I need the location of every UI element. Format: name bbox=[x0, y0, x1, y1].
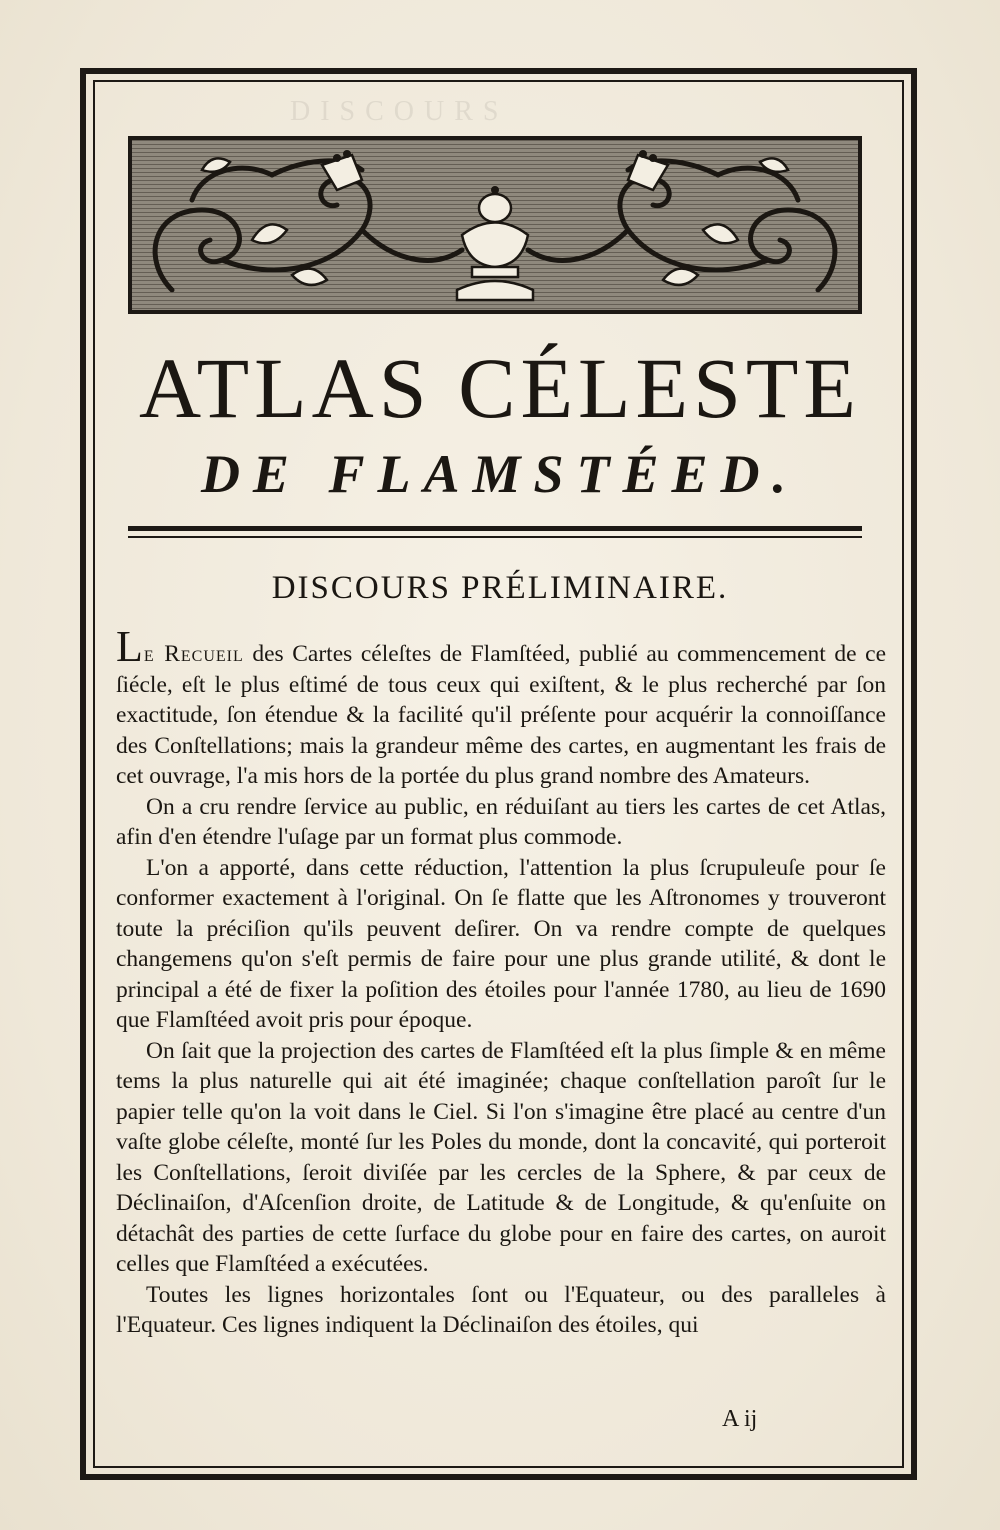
atlas-title: ATLAS CÉLESTE bbox=[139, 340, 861, 436]
paragraph-5: Toutes les lignes horizontales ſont ou l'Equateur, ou des paralleles à l'Equateur. Ces lignes indiquent la Déclinaiſon des étoiles, qui bbox=[116, 1281, 886, 1338]
section-heading: DISCOURS PRÉLIMINAIRE. bbox=[271, 570, 729, 606]
thick-rule bbox=[128, 526, 862, 531]
bleed-through-header: DISCOURS bbox=[290, 96, 509, 127]
ornament-engraving bbox=[132, 140, 858, 310]
paragraph-2: On a cru rendre ſervice au public, en réduiſant au tiers les cartes de cet Atlas, afin d'en étendre l'uſage par un format plus commode. bbox=[116, 793, 886, 850]
signature-mark: A ij bbox=[722, 1406, 758, 1432]
headpiece-ornament bbox=[128, 136, 862, 314]
paragraph-1-text: des Cartes céleſtes de Flamſtéed, publié au commencement de ce ſiécle, eſt le plus eſtimé de tous ceux qui exiſtent, & le plus recherché par ſon exactitude, ſon étendue & la facilité qu'il préſente pour acquérir la connoiſſance des Conſtellations; mais la grandeur même des cartes, en augmentant les frais de cet ouvrage, l'a mis hors de la portée du plus grand nombre des Amateurs. bbox=[116, 641, 886, 789]
body-text bbox=[116, 622, 886, 1341]
atlas-subtitle: DE FLAMSTÉED. bbox=[200, 444, 800, 504]
paragraph-1 bbox=[116, 622, 886, 792]
paragraph-4: On ſait que la projection des cartes de Flamſtéed eſt la plus ſimple & en même tems la plus naturelle qui ait été imaginée; chaque conſtellation paroît ſur le papier telle qu'on la voit dans le Ciel. Si l'on s'imagine être placé au centre d'un vaſte globe céleſte, monté ſur les Poles du monde, dont la concavité, qui porteroit les Conſtellations, ſeroit diviſée par les cercles de la Sphere, & par ceux de Déclinaiſon, d'Aſcenſion droite, de Latitude & de Longitude, & qu'enſuite on détachât des parties de cette ſurface du globe pour en faire des cartes, on auroit celles que Flamſtéed a exécutées. bbox=[116, 1037, 886, 1277]
paragraph-1-smallcaps: e Recueil bbox=[143, 641, 244, 667]
paragraph-3: L'on a apporté, dans cette réduction, l'attention la plus ſcrupuleuſe pour ſe conformer exactement à l'original. On ſe flatte que les Aſtronomes y trouveront toute la préciſion qu'ils peuvent deſirer. On va rendre compte de quelques changemens qu'on s'eſt permis de faire pour une plus grande utilité, & dont le principal a été de fixer la poſition des étoiles pour l'année 1780, au lieu de 1690 que Flamſtéed avoit pris pour époque. bbox=[116, 854, 886, 1033]
drop-cap: L bbox=[116, 622, 143, 671]
thin-rule bbox=[128, 536, 862, 538]
